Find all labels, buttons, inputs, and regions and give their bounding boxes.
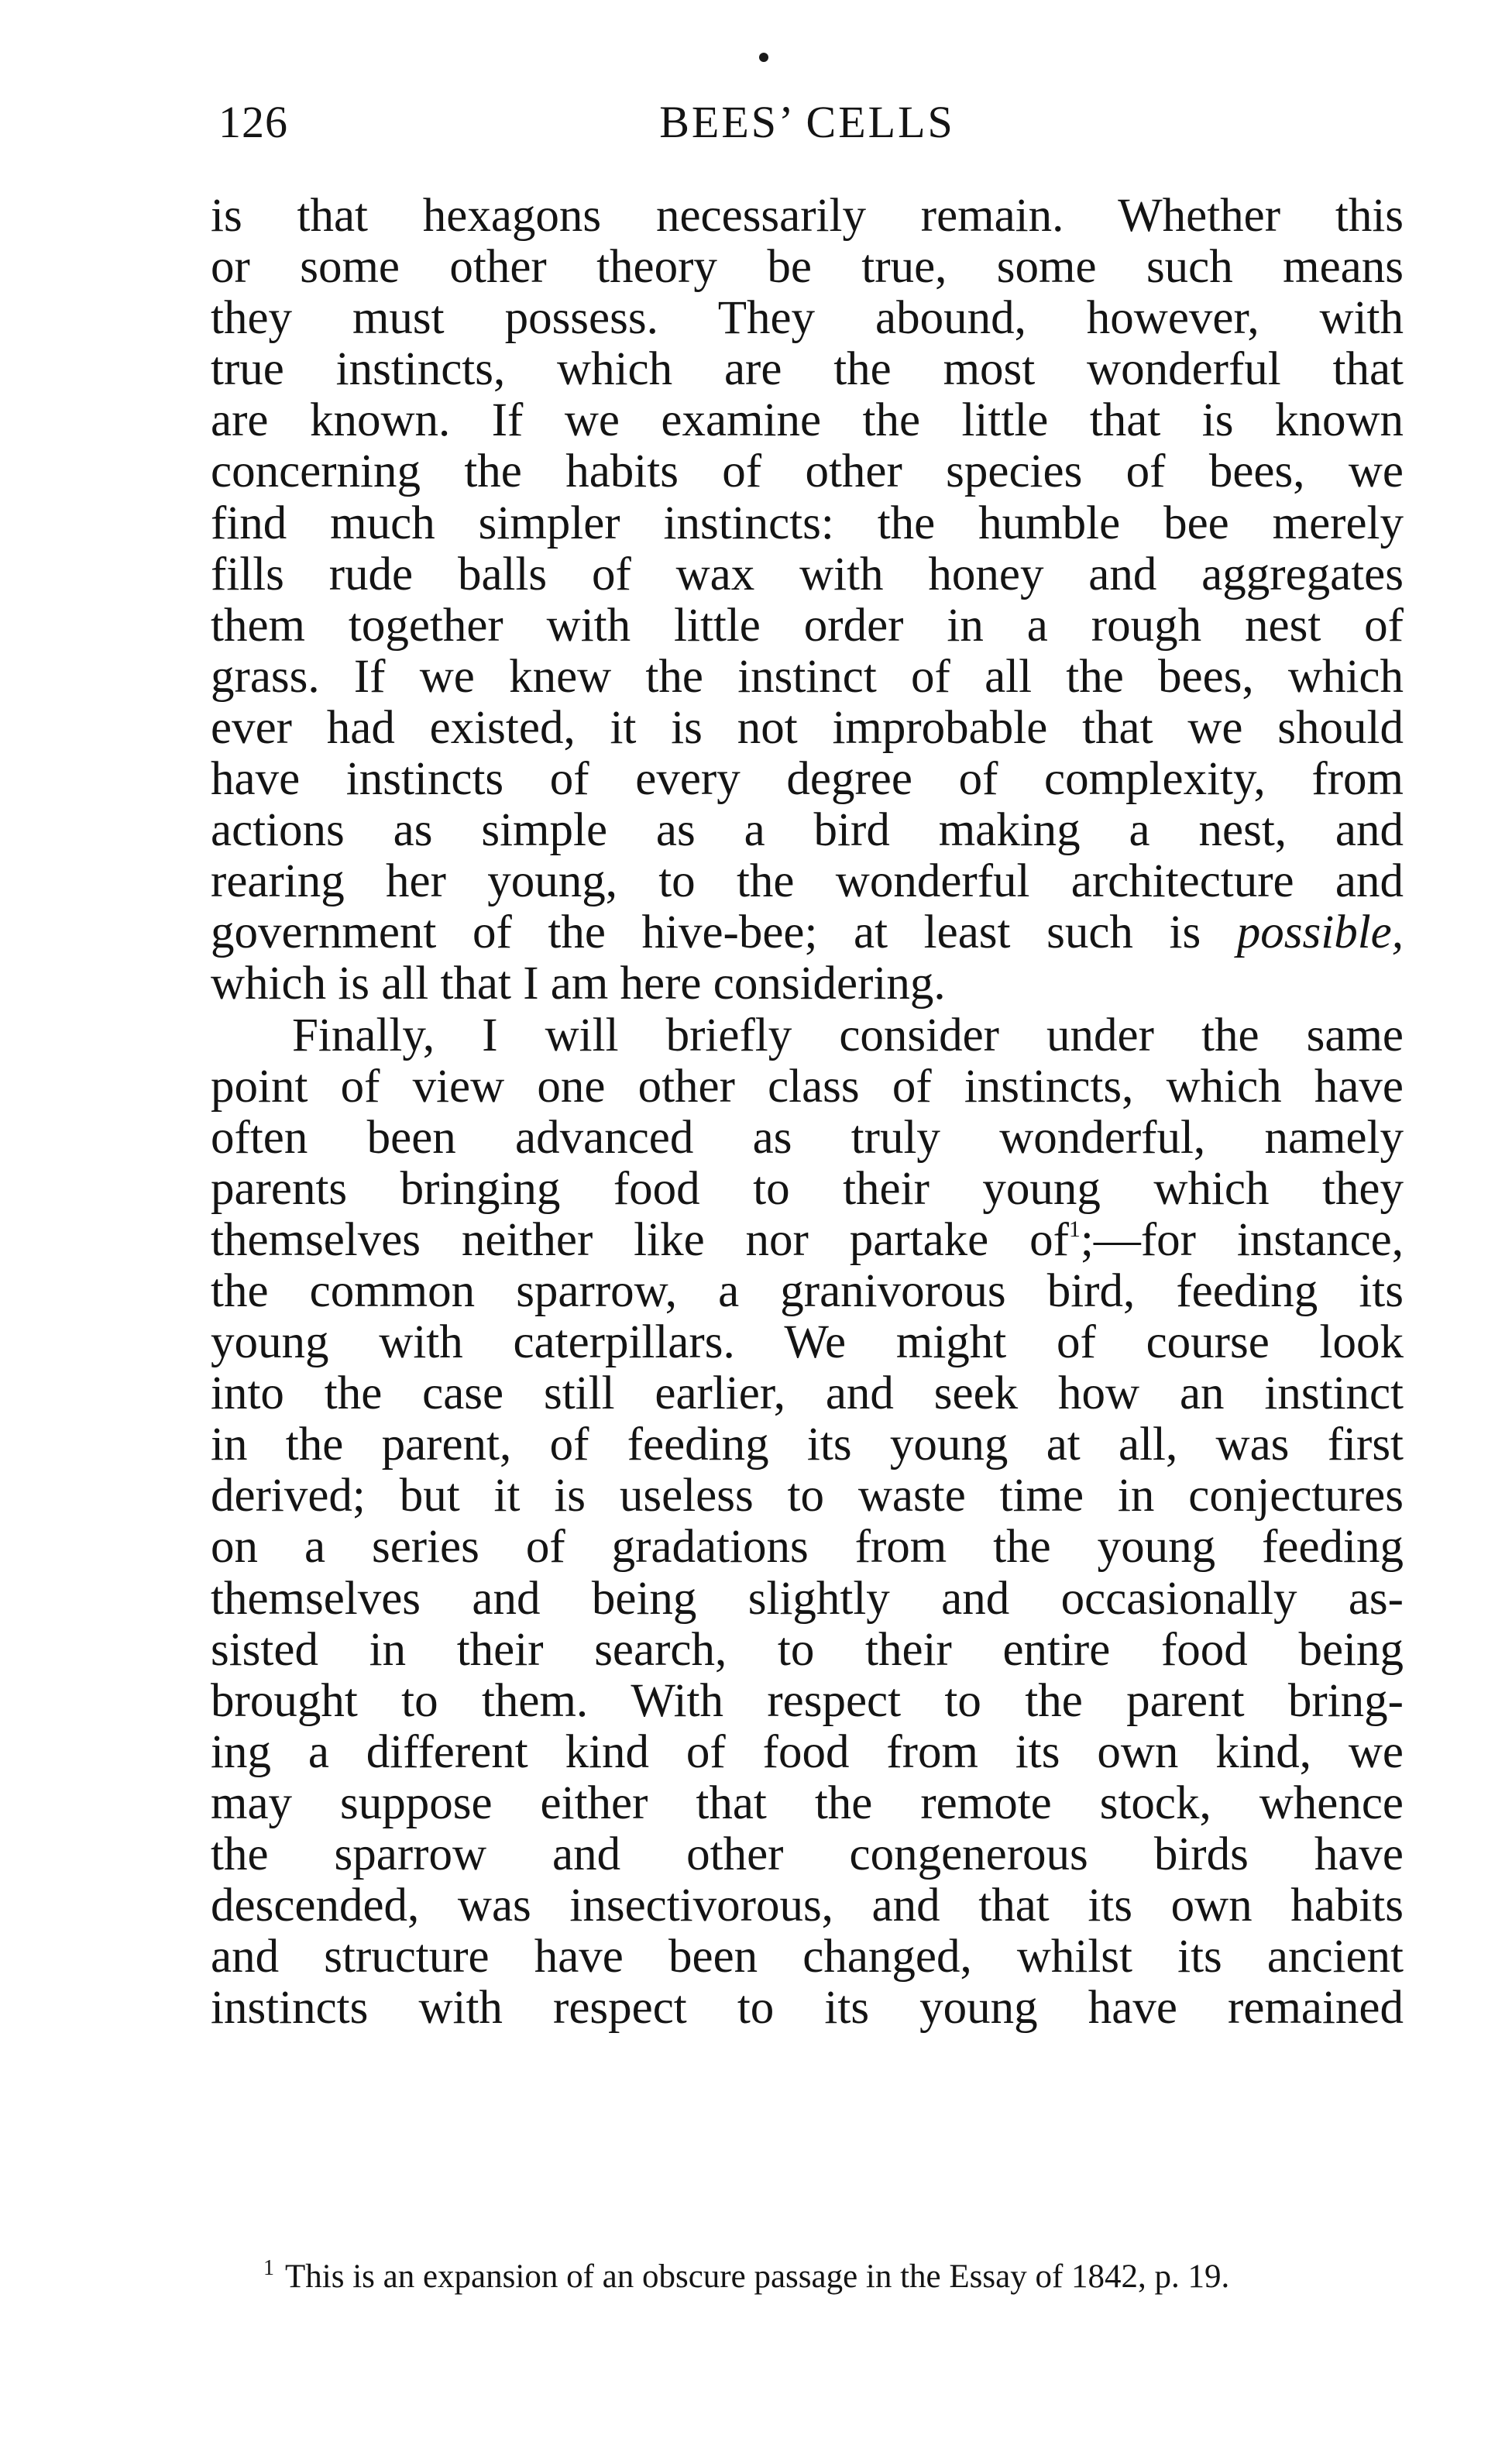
paragraph-first-line: Finally, I will briefly consider under the same — [292, 1009, 1404, 1061]
footnote — [263, 2247, 1404, 2299]
text-segment: themselves neither like nor partake of — [211, 1213, 1069, 1266]
text-segment: ;—for instance, — [1080, 1213, 1404, 1266]
text-line: instincts with respect to its young have remained — [211, 1982, 1404, 2035]
text-line: are known. If we examine the little that is known — [211, 394, 1404, 447]
text-line: point of view one other class of instincts, which have — [211, 1060, 1404, 1113]
footnote-marker: 1 — [263, 2256, 274, 2280]
text-line: may suppose either that the remote stock, whence — [211, 1777, 1404, 1829]
text-line: descended, was insectivorous, and that its own habits — [211, 1880, 1404, 1932]
text-line: brought to them. With respect to the parent bring- — [211, 1674, 1404, 1727]
text-line: parents bringing food to their young which they — [211, 1162, 1404, 1215]
text-line: them together with little order in a rough nest of — [211, 599, 1404, 652]
text-line: rearing her young, to the wonderful architecture and — [211, 855, 1404, 908]
text-line: find much simpler instincts: the humble bee merely — [211, 497, 1404, 549]
text-line: themselves and being slightly and occasionally as- — [211, 1572, 1404, 1625]
footnote-reference: 1 — [1068, 1216, 1081, 1242]
text-line: which is all that I am here considering. — [211, 958, 946, 1010]
page-header — [211, 91, 1404, 153]
text-line: derived; but it is useless to waste time in conjectures — [211, 1470, 1404, 1522]
text-line: concerning the habits of other species of bees, we — [211, 445, 1404, 498]
text-line-with-italic — [211, 907, 1404, 958]
text-segment: government of the hive-bee; at least such is — [211, 906, 1201, 959]
text-line-with-note-ref — [211, 1215, 1404, 1266]
text-line: the sparrow and other congenerous birds have — [211, 1828, 1404, 1880]
text-line: actions as simple as a bird making a nest, and — [211, 804, 1404, 857]
text-line: young with caterpillars. We might of course look — [211, 1316, 1404, 1369]
text-line: the common sparrow, a granivorous bird, feeding its — [211, 1264, 1404, 1317]
text-line: have instincts of every degree of complexity, from — [211, 753, 1404, 806]
printer-dot-mark — [759, 53, 768, 62]
text-line: in the parent, of feeding its young at all, was first — [211, 1419, 1404, 1471]
text-line: ever had existed, it is not improbable that we should — [211, 701, 1404, 754]
text-line: and structure have been changed, whilst its ancient — [211, 1931, 1404, 1983]
footnote-text: This is an expansion of an obscure passage in the Essay of 1842, p. 19. — [285, 2258, 1230, 2295]
italic-word: possible, — [1236, 906, 1404, 959]
running-head: BEES’ CELLS — [659, 97, 955, 147]
text-line: often been advanced as truly wonderful, namely — [211, 1111, 1404, 1164]
text-line: is that hexagons necessarily remain. Whether this — [211, 190, 1404, 242]
text-line: into the case still earlier, and seek how an instinct — [211, 1367, 1404, 1420]
text-line: or some other theory be true, some such means — [211, 241, 1404, 294]
text-line: ing a different kind of food from its own kind, we — [211, 1725, 1404, 1778]
text-line: sisted in their search, to their entire food being — [211, 1623, 1404, 1676]
text-line: on a series of gradations from the young feeding — [211, 1521, 1404, 1574]
text-line: they must possess. They abound, however, with — [211, 292, 1404, 345]
page-number: 126 — [218, 97, 288, 147]
text-line: true instincts, which are the most wonderful that — [211, 343, 1404, 396]
text-line: fills rude balls of wax with honey and aggregates — [211, 548, 1404, 600]
body-text — [211, 191, 1404, 2034]
text-line: grass. If we knew the instinct of all the bees, which — [211, 650, 1404, 703]
